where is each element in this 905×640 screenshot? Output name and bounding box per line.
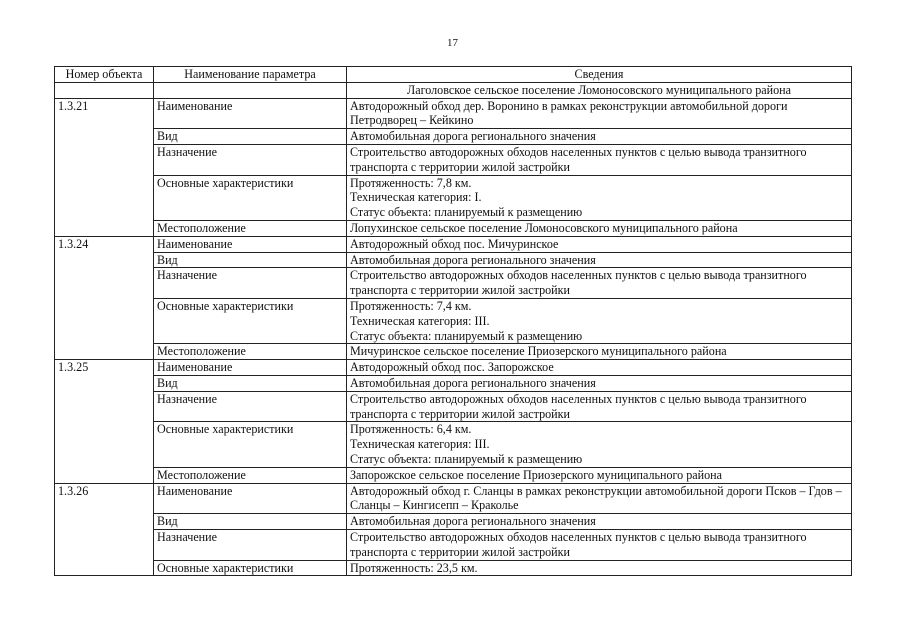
table-row	[55, 220, 852, 236]
parameter-name: Назначение	[154, 144, 347, 175]
parameter-value-line: Строительство автодорожных обходов населенных пунктов с целью вывода транзитного транспорта с территории жилой застройки	[350, 144, 807, 174]
parameter-value-line: Строительство автодорожных обходов населенных пунктов с целью вывода транзитного транспорта с территории жилой застройки	[350, 268, 807, 298]
parameter-value	[347, 236, 852, 252]
page-number: 17	[447, 37, 458, 49]
parameter-value-line: Статус объекта: планируемый к размещению	[350, 328, 583, 343]
parameter-value-line: Техническая категория: III.	[350, 437, 490, 452]
table-row	[55, 560, 852, 576]
parameter-value-line: Протяженность: 7,8 км.	[350, 175, 472, 190]
table-row	[55, 391, 852, 422]
parameter-value	[347, 391, 852, 422]
table-row	[55, 98, 852, 129]
parameter-name: Наименование	[154, 483, 347, 514]
parameter-name: Вид	[154, 375, 347, 391]
parameter-value-line: Техническая категория: III.	[350, 313, 490, 328]
parameter-name: Местоположение	[154, 220, 347, 236]
parameter-name: Назначение	[154, 268, 347, 299]
table-header	[55, 67, 852, 83]
parameter-value-line: Статус объекта: планируемый к размещению	[350, 205, 583, 220]
parameter-name: Местоположение	[154, 344, 347, 360]
parameter-name: Основные характеристики	[154, 422, 347, 467]
parameter-value-line: Автомобильная дорога регионального значения	[350, 252, 596, 267]
parameter-value	[347, 298, 852, 343]
parameter-value-line: Протяженность: 6,4 км.	[350, 422, 472, 437]
table-row	[55, 375, 852, 391]
table-row	[55, 344, 852, 360]
parameter-value-line: Автомобильная дорога регионального значения	[350, 514, 596, 529]
parameter-value	[347, 375, 852, 391]
column-header-parameter-name: Наименование параметра	[154, 67, 347, 83]
parameter-value	[347, 422, 852, 467]
parameter-value-line: Автодорожный обход г. Сланцы в рамках реконструкции автомобильной дороги Псков – Гдов – Сланцы – Кингисепп – Краколье	[350, 483, 842, 513]
parameter-value-line: Автодорожный обход пос. Запорожское	[350, 360, 554, 375]
parameter-value-line: Автомобильная дорога регионального значения	[350, 129, 596, 144]
table-row	[55, 236, 852, 252]
section-title: Лаголовское сельское поселение Ломоносовского муниципального района	[347, 82, 852, 98]
parameter-name: Основные характеристики	[154, 175, 347, 220]
parameter-value	[347, 144, 852, 175]
parameter-name: Местоположение	[154, 467, 347, 483]
table-row	[55, 483, 852, 514]
table-row	[55, 514, 852, 530]
table-row	[55, 298, 852, 343]
section-empty-cell	[55, 82, 154, 98]
header-row	[55, 67, 852, 83]
parameter-name: Основные характеристики	[154, 560, 347, 576]
object-number: 1.3.24	[55, 236, 154, 359]
column-header-details: Сведения	[347, 67, 852, 83]
object-number: 1.3.25	[55, 360, 154, 483]
parameter-name: Наименование	[154, 98, 347, 129]
parameter-value-line: Мичуринское сельское поселение Приозерского муниципального района	[350, 344, 727, 359]
parameter-value	[347, 175, 852, 220]
parameter-value	[347, 129, 852, 145]
parameter-value	[347, 529, 852, 560]
parameter-value-line: Протяженность: 7,4 км.	[350, 298, 472, 313]
parameter-value-line: Автодорожный обход дер. Воронино в рамках реконструкции автомобильной дороги Петродворец – Кейкино	[350, 98, 788, 128]
parameter-value-line: Строительство автодорожных обходов населенных пунктов с целью вывода транзитного транспорта с территории жилой застройки	[350, 391, 807, 421]
parameter-name: Основные характеристики	[154, 298, 347, 343]
parameter-value	[347, 220, 852, 236]
parameter-name: Назначение	[154, 391, 347, 422]
parameter-value	[347, 360, 852, 376]
parameter-name: Наименование	[154, 236, 347, 252]
parameter-name: Вид	[154, 514, 347, 530]
parameter-value-line: Техническая категория: I.	[350, 190, 482, 205]
parameter-value	[347, 483, 852, 514]
table-row	[55, 252, 852, 268]
parameter-name: Назначение	[154, 529, 347, 560]
parameter-name: Вид	[154, 252, 347, 268]
parameter-value-line: Статус объекта: планируемый к размещению	[350, 451, 583, 466]
object-number: 1.3.26	[55, 483, 154, 576]
parameter-name: Вид	[154, 129, 347, 145]
parameter-name: Наименование	[154, 360, 347, 376]
parameter-value	[347, 514, 852, 530]
parameter-value	[347, 467, 852, 483]
table-row	[55, 360, 852, 376]
parameter-value	[347, 344, 852, 360]
table-row	[55, 529, 852, 560]
parameter-value	[347, 268, 852, 299]
parameter-value-line: Лопухинское сельское поселение Ломоносовского муниципального района	[350, 220, 738, 235]
parameter-value-line: Строительство автодорожных обходов населенных пунктов с целью вывода транзитного транспорта с территории жилой застройки	[350, 529, 807, 559]
table-row	[55, 422, 852, 467]
table-row	[55, 175, 852, 220]
parameter-value	[347, 98, 852, 129]
section-empty-cell	[154, 82, 347, 98]
parameter-value	[347, 252, 852, 268]
parameter-value	[347, 560, 852, 576]
parameter-value-line: Автомобильная дорога регионального значения	[350, 375, 596, 390]
parameter-value-line: Автодорожный обход пос. Мичуринское	[350, 236, 559, 251]
object-number: 1.3.21	[55, 98, 154, 236]
parameter-value-line: Запорожское сельское поселение Приозерского муниципального района	[350, 467, 723, 482]
column-header-object-number: Номер объекта	[55, 67, 154, 83]
table-row	[55, 467, 852, 483]
objects-table	[54, 66, 852, 576]
table-row	[55, 129, 852, 145]
section-row	[55, 82, 852, 98]
parameter-value-line: Протяженность: 23,5 км.	[350, 560, 478, 575]
table-row	[55, 144, 852, 175]
table-row	[55, 268, 852, 299]
table-body	[55, 82, 852, 576]
